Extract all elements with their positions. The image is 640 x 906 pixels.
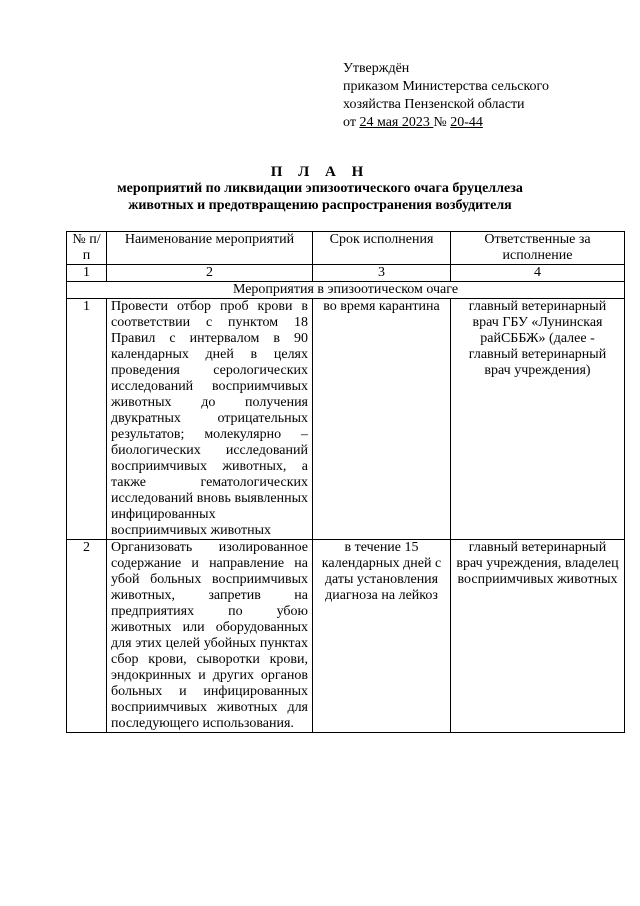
row-measure: Провести отбор проб крови в соответствии с пунктом 18 Правил с интервалом в 90 календарных дней в целях проведения серологических исследований восприимчивых животных до получения двукратных отрицательных результатов; молекулярно – биологических исследований восприимчивых животных, а также гематологических исследований вновь выявленных инфицированных восприимчивых животных <box>107 299 313 540</box>
section-row <box>67 282 625 299</box>
row-responsible: главный ветеринарный врач учреждения, владелец восприимчивых животных <box>451 540 625 733</box>
table-row <box>67 299 625 540</box>
approval-date: 24 мая 2023 <box>359 115 434 130</box>
column-number: 4 <box>451 265 625 282</box>
approval-block <box>343 60 549 132</box>
row-responsible: главный ветеринарный врач ГБУ «Лунинская райСББЖ» (далее - главный ветеринарный врач учреждения) <box>451 299 625 540</box>
column-number: 1 <box>67 265 107 282</box>
header-num: № п/п <box>67 232 107 265</box>
document-title: П Л А Н <box>270 164 370 180</box>
row-number: 1 <box>67 299 107 540</box>
table-row <box>67 540 625 733</box>
table-header-row <box>67 232 625 265</box>
header-name: Наименование мероприятий <box>107 232 313 265</box>
approval-line-2: приказом Министерства сельского <box>343 79 549 94</box>
header-responsible: Ответственные за исполнение <box>451 232 625 265</box>
column-number: 3 <box>313 265 451 282</box>
subtitle-line-2: животных и предотвращению распространения возбудителя <box>128 198 512 213</box>
row-term: во время карантина <box>313 299 451 540</box>
approval-date-prefix: от <box>343 115 360 130</box>
row-term: в течение 15 календарных дней с даты установления диагноза на лейкоз <box>313 540 451 733</box>
row-measure: Организовать изолированное содержание и направление на убой больных восприимчивых животных, запретив на предприятиях по убою животных или оборудованных для этих целей убойных пунктах сбор крови, сыворотки крови, эндокринных и других органов больных и инфицированных восприимчивых животных для последующего использования. <box>107 540 313 733</box>
header-term: Срок исполнения <box>313 232 451 265</box>
column-numbers-row <box>67 265 625 282</box>
approval-date-line <box>343 114 549 132</box>
approval-line-1: Утверждён <box>343 61 410 76</box>
subtitle-line-1: мероприятий по ликвидации эпизоотического очага бруцеллеза <box>117 181 523 196</box>
document-subtitle <box>0 180 640 214</box>
approval-line-3: хозяйства Пензенской области <box>343 97 525 112</box>
section-title: Мероприятия в эпизоотическом очаге <box>67 282 625 299</box>
column-number: 2 <box>107 265 313 282</box>
approval-number: 20-44 <box>450 115 483 130</box>
plan-table <box>66 231 625 733</box>
approval-number-sign: № <box>433 115 451 130</box>
row-number: 2 <box>67 540 107 733</box>
